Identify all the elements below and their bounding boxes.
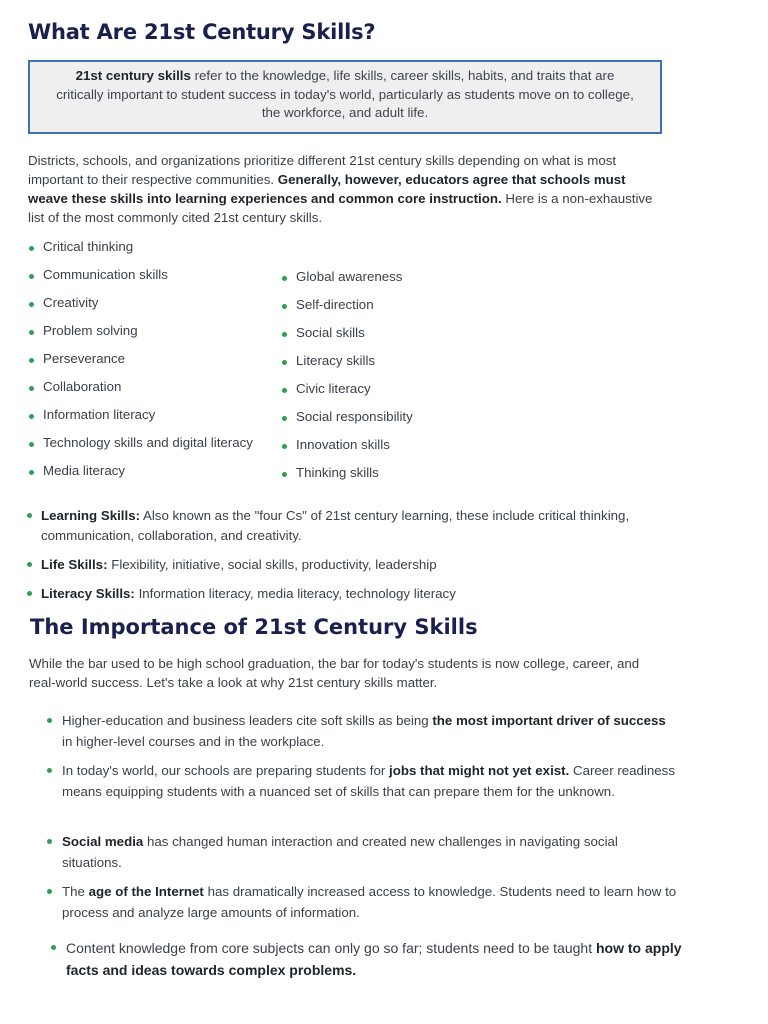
list-item-label: Information literacy (43, 407, 156, 422)
list-item (27, 555, 647, 575)
list-item-label: Innovation skills (296, 437, 390, 452)
item-bold-text: jobs that might not yet exist. (389, 763, 570, 778)
bullet-icon (47, 839, 52, 844)
bullet-icon (29, 302, 34, 307)
list-item (29, 463, 125, 478)
callout-term: 21st century skills (75, 68, 191, 83)
list-item (282, 297, 374, 312)
item-text: Higher-education and business leaders cite soft skills as being (62, 713, 433, 728)
list-item-label: Global awareness (296, 269, 403, 284)
list-item (47, 710, 677, 752)
bullet-icon (47, 889, 52, 894)
bullet-icon (29, 442, 34, 447)
list-item (29, 351, 125, 366)
bullet-icon (27, 591, 32, 596)
bullet-icon (47, 768, 52, 773)
bullet-icon (29, 274, 34, 279)
callout-text: refer to the knowledge, life skills, career skills, habits, and traits that are critically important to student success in today's world, particularly as students move on to college, the workforce, and adult life. (56, 68, 634, 121)
list-item (27, 506, 647, 546)
list-item (282, 381, 371, 396)
item-bold-text: age of the Internet (88, 884, 204, 899)
item-text-end: in higher-level courses and in the workplace. (62, 734, 325, 749)
list-item-label: Communication skills (43, 267, 168, 282)
list-item (29, 267, 168, 282)
bullet-icon (29, 330, 34, 335)
bullet-icon (29, 386, 34, 391)
list-item-label: Media literacy (43, 463, 126, 478)
list-item-label: Thinking skills (296, 465, 379, 480)
bullet-icon (282, 388, 287, 393)
list-item (51, 937, 701, 981)
list-item (282, 269, 402, 284)
list-item-label: Perseverance (43, 351, 126, 366)
item-bold-text: the most important driver of success (432, 713, 666, 728)
list-item (47, 760, 677, 802)
bullet-icon (47, 718, 52, 723)
list-item-label: Social responsibility (296, 409, 413, 424)
intro-bold-text: Generally, however, educators agree that schools must weave these skills into learning experiences and common core instruction. (28, 172, 626, 206)
list-item (29, 239, 133, 254)
bullet-icon (282, 416, 287, 421)
page-title: What Are 21st Century Skills? (28, 20, 376, 44)
item-bold-text: Social media (62, 834, 144, 849)
bullet-icon (27, 513, 32, 518)
bullet-icon (282, 444, 287, 449)
item-text: The (62, 884, 89, 899)
bullet-icon (282, 304, 287, 309)
category-label: Learning Skills: (41, 508, 141, 523)
list-item (282, 465, 379, 480)
list-item-label: Collaboration (43, 379, 122, 394)
list-item (282, 353, 375, 368)
list-item-label: Self-direction (296, 297, 374, 312)
intro-text: Districts, schools, and organizations prioritize different 21st century skills depending on what is most important to their respective communities. (28, 153, 617, 187)
skills-list-left (29, 239, 289, 489)
list-item (29, 295, 98, 310)
bullet-icon (29, 414, 34, 419)
bullet-icon (282, 276, 287, 281)
bullet-icon (29, 246, 34, 251)
item-text: In today's world, our schools are preparing students for (62, 763, 390, 778)
bullet-icon (51, 945, 56, 950)
category-text: Also known as the "four Cs" of 21st century learning, these include critical thinking, communication, collaboration, and creativity. (41, 508, 630, 543)
list-item-label: Civic literacy (296, 381, 371, 396)
list-item (282, 325, 365, 340)
bullet-icon (27, 562, 32, 567)
bullet-icon (29, 358, 34, 363)
item-text-end: Career readiness means equipping students with a nuanced set of skills that can prepare them for the unknown. (62, 763, 675, 799)
list-item (29, 435, 253, 450)
category-label: Life Skills: (41, 557, 108, 572)
list-item-label: Problem solving (43, 323, 138, 338)
list-item (282, 409, 413, 424)
list-item-label: Literacy skills (296, 353, 376, 368)
item-text: Content knowledge from core subjects can only go so far; students need to be taught (66, 940, 596, 956)
definition-callout (28, 60, 662, 134)
category-label: Literacy Skills: (41, 586, 135, 601)
list-item (29, 407, 155, 422)
list-item (29, 379, 121, 394)
section-heading: The Importance of 21st Century Skills (30, 615, 478, 639)
list-item (29, 323, 138, 338)
intro-text-end: Here is a non-exhaustive list of the most commonly cited 21st century skills. (28, 191, 653, 225)
bullet-icon (282, 360, 287, 365)
item-bold-text: how to apply facts and ideas towards complex problems. (66, 940, 682, 978)
list-item-label: Creativity (43, 295, 99, 310)
item-text-end: has dramatically increased access to knowledge. Students need to learn how to process and analyze large amounts of information. (62, 884, 677, 920)
list-item-label: Social skills (296, 325, 365, 340)
list-item (47, 831, 677, 873)
list-item-label: Technology skills and digital literacy (43, 435, 253, 450)
skills-list-right (282, 269, 542, 489)
list-item (282, 437, 390, 452)
category-text: Information literacy, media literacy, technology literacy (134, 586, 456, 601)
bullet-icon (29, 470, 34, 475)
item-text-end: has changed human interaction and created new challenges in navigating social situations. (62, 834, 618, 870)
category-text: Flexibility, initiative, social skills, productivity, leadership (107, 557, 437, 572)
list-item (27, 584, 647, 604)
list-item-label: Critical thinking (43, 239, 134, 254)
intro-paragraph (28, 151, 658, 227)
bullet-icon (282, 332, 287, 337)
importance-intro-paragraph: While the bar used to be high school graduation, the bar for today's students is now college, career, and real-world success. Let's take a look at why 21st century skills matter. (29, 656, 640, 690)
bullet-icon (282, 472, 287, 477)
list-item (47, 881, 677, 923)
